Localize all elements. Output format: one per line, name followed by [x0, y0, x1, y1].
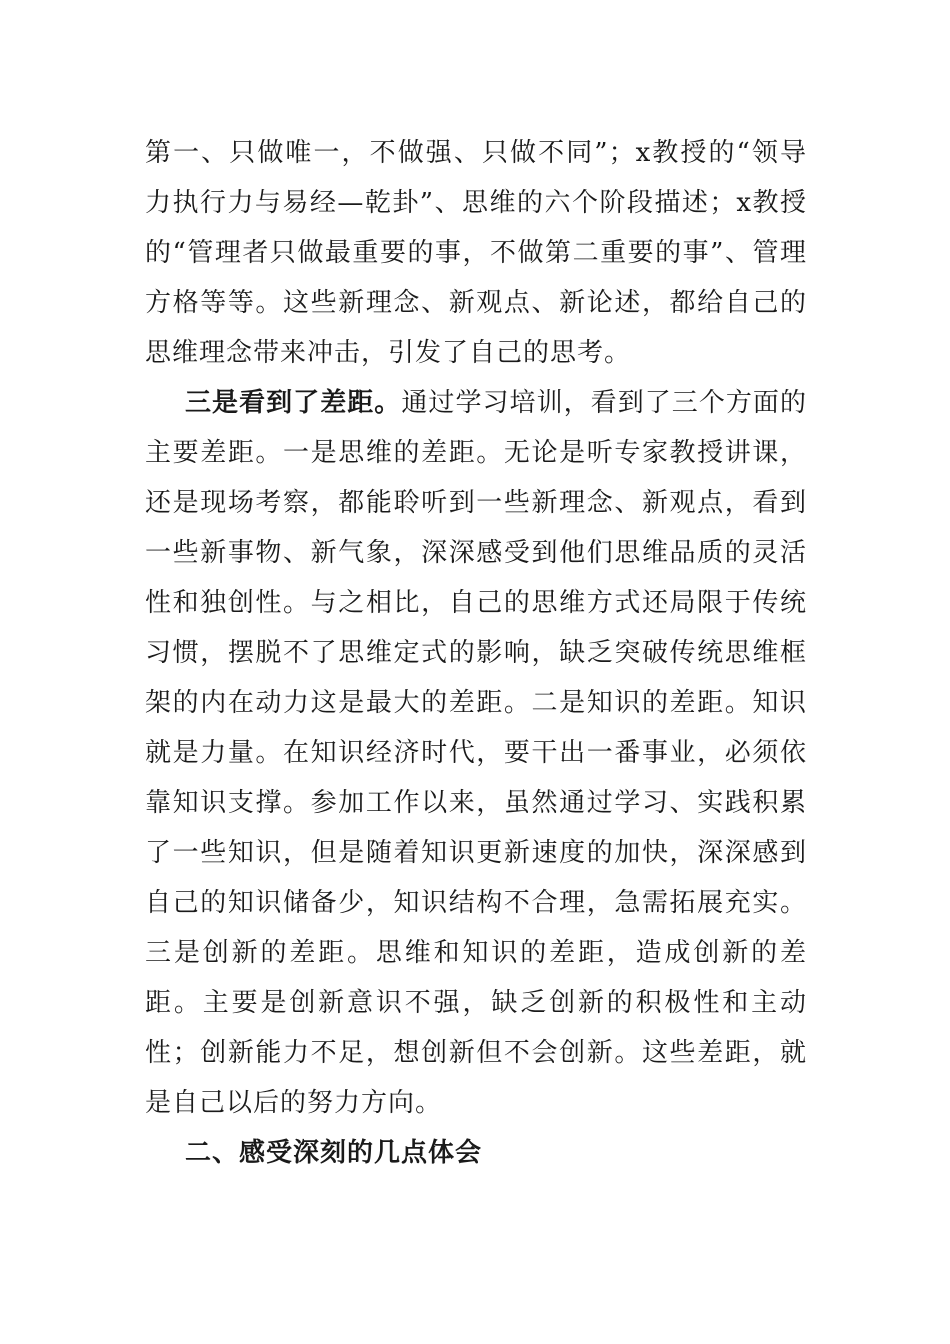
paragraph-body: 通过学习培训，看到了三个方面的主要差距。一是思维的差距。无论是听专家教授讲课，还是现场考察，都能聆听到一些新理念、新观点，看到一些新事物、新气象，深深感受到他们思维品质的灵活性和独创性。与之相比，自己的思维方式还局限于传统习惯，摆脱不了思维定式的影响，缺乏突破传统思维框架的内在动力这是最大的差距。二是知识的差距。知识就是力量。在知识经济时代，要干出一番事业，必须依靠知识支撑。参加工作以来，虽然通过学习、实践积累了一些知识，但是随着知识更新速度的加快，深深感到自己的知识储备少，知识结构不合理，急需拓展充实。三是创新的差距。思维和知识的差距，造成创新的差距。主要是创新意识不强，缺乏创新的积极性和主动性；创新能力不足，想创新但不会创新。这些差距，就是自己以后的努力方向。	[145, 388, 807, 1118]
section-heading: 二、感受深刻的几点体会	[185, 1138, 483, 1168]
document-body	[145, 128, 807, 1178]
paragraph-gap	[145, 378, 807, 1128]
paragraph-lead-phrase: 三是看到了差距。	[185, 388, 402, 418]
paragraph-continuation: 第一、只做唯一，不做强、只做不同”；x教授的“领导力执行力与易经—乾卦”、思维的六个阶段描述；x教授的“管理者只做最重要的事，不做第二重要的事”、管理方格等等。这些新理念、新观点、新论述，都给自己的思维理念带来冲击，引发了自己的思考。	[145, 138, 807, 368]
